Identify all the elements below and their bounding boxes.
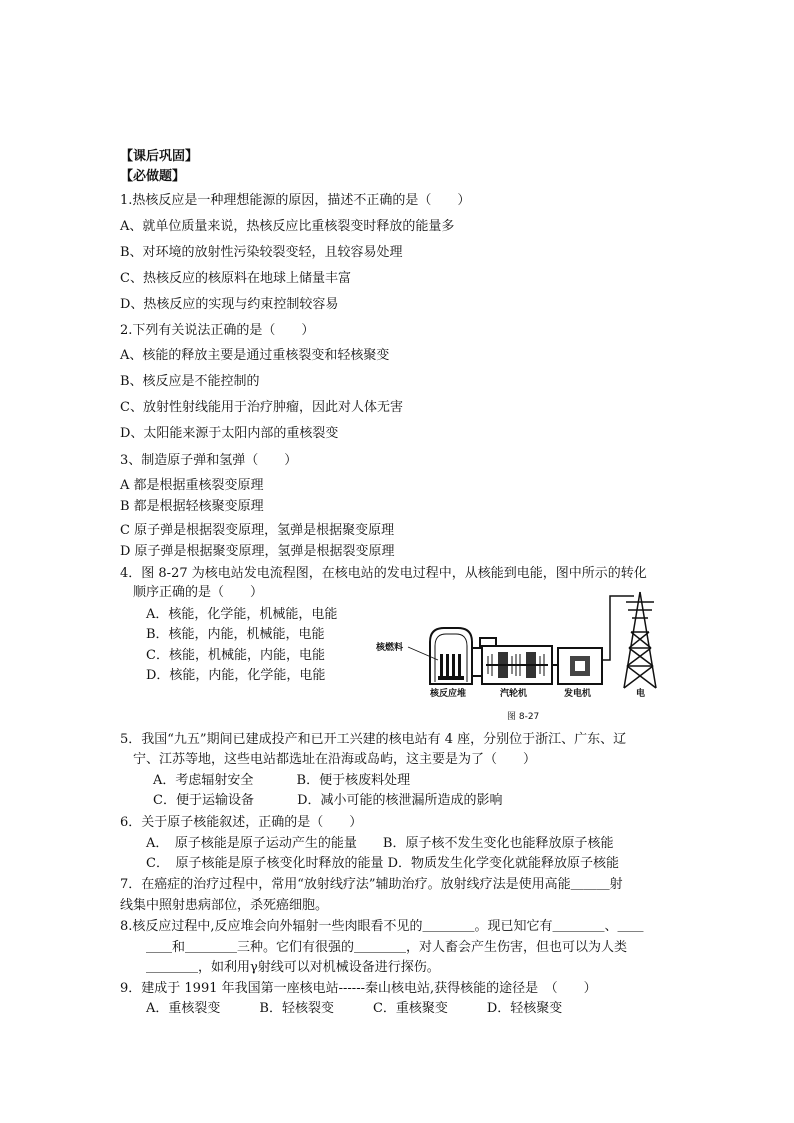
q2-option-d: D、太阳能来源于太阳内部的重核裂变 (120, 426, 339, 441)
q8-line1: 8.核反应过程中,反应堆会向外辐射一些肉眼看不见的＿＿＿＿。现已知它有＿＿＿＿、＿＿ (120, 919, 644, 934)
q8-line3: ＿＿＿＿，如利用γ射线可以对机械设备进行探伤。 (146, 960, 440, 975)
q1-option-a: A、就单位质量来说，热核反应比重核裂变时释放的能量多 (120, 219, 455, 234)
q6-options-ab: A． 原子核能是原子运动产生的能量 B．原子核不发生变化也能释放原子核能 (146, 836, 614, 851)
q2-option-b: B、核反应是不能控制的 (120, 374, 260, 389)
q9-stem: 9．建成于 1991 年我国第一座核电站------秦山核电站,获得核能的途径是 （ ） (120, 981, 597, 996)
q3-option-b: B 都是根据轻核聚变原理 (120, 499, 264, 514)
q1-option-c: C、热核反应的核原料在地球上储量丰富 (120, 271, 351, 286)
turbine-label: 汽轮机 (500, 689, 528, 699)
generator-label: 发电机 (564, 689, 592, 699)
transmission-tower-illustration (624, 592, 656, 688)
q1-stem: 1.热核反应是一种理想能源的原因，描述不正确的是（ ） (120, 193, 471, 208)
electricity-label: 电 (636, 689, 646, 699)
q7-line2: 线集中照射患病部位，杀死癌细胞。 (120, 898, 329, 913)
q3-option-a: A 都是根据重核裂变原理 (120, 478, 264, 493)
q5-stem-line2: 宁、江苏等地，这些电站都选址在沿海或岛屿，这主要是为了（ ） (133, 752, 537, 767)
q2-option-c: C、放射性射线能用于治疗肿瘤，因此对人体无害 (120, 400, 403, 415)
reactor-illustration (430, 628, 472, 684)
q6-options-cd: C． 原子核能是原子核变化时释放的能量 D．物质发生化学变化就能释放原子核能 (146, 856, 620, 871)
q4-option-b: B．核能，内能，机械能，电能 (146, 627, 325, 642)
q2-option-a: A、核能的释放主要是通过重核裂变和轻核聚变 (120, 348, 390, 363)
q3-option-c: C 原子弹是根据裂变原理，氢弹是根据聚变原理 (120, 523, 395, 538)
q5-options-cd: C．便于运输设备 D．减小可能的核泄漏所造成的影响 (153, 793, 503, 808)
section-title: 【课后巩固】 (120, 149, 199, 164)
q4-option-c: C．核能，机械能，内能，电能 (146, 648, 325, 663)
q1-option-d: D、热核反应的实现与约束控制较容易 (120, 297, 339, 312)
q4-stem-line2: 顺序正确的是（ ） (133, 585, 264, 600)
q4-stem-line1: 4．图 8-27 为核电站发电流程图，在核电站的发电过程中，从核能到电能，图中所示的转化 (120, 566, 647, 581)
reactor-label: 核反应堆 (430, 689, 467, 699)
q4-option-d: D．核能，内能，化学能，电能 (146, 668, 326, 683)
q8-line2: ＿＿和＿＿＿＿三种。它们有很强的＿＿＿＿，对人畜会产生伤害，但也可以为人类 (146, 940, 628, 955)
q3-stem: 3、制造原子弹和氢弹（ ） (120, 453, 298, 468)
q2-stem: 2.下列有关说法正确的是（ ） (120, 323, 315, 338)
q5-options-ab: A．考虑辐射安全 B．便于核废料处理 (153, 773, 411, 788)
q6-stem: 6．关于原子核能叙述，正确的是（ ） (120, 815, 363, 830)
nuclear-plant-flow-diagram (372, 588, 668, 722)
turbine-illustration (482, 646, 552, 684)
q5-stem-line1: 5．我国“九五”期间已建成投产和已开工兴建的核电站有 4 座，分别位于浙江、广东、辽 (120, 732, 627, 747)
q4-option-a: A．核能，化学能，机械能，电能 (146, 607, 338, 622)
q7-line1: 7．在癌症的治疗过程中，常用“放射线疗法”辅助治疗。放射线疗法是使用高能＿＿＿射 (120, 877, 623, 892)
q3-option-d: D 原子弹是根据聚变原理，氢弹是根据裂变原理 (120, 544, 395, 559)
section-subtitle: 【必做题】 (120, 169, 186, 184)
figure-caption: 图 8-27 (507, 712, 540, 722)
generator-illustration (558, 648, 602, 684)
q9-options: A．重核裂变 B．轻核裂变 C．重核聚变 D．轻核聚变 (146, 1001, 563, 1016)
q1-option-b: B、对环境的放射性污染较裂变轻，且较容易处理 (120, 245, 403, 260)
fuel-label: 核燃料 (376, 643, 404, 653)
